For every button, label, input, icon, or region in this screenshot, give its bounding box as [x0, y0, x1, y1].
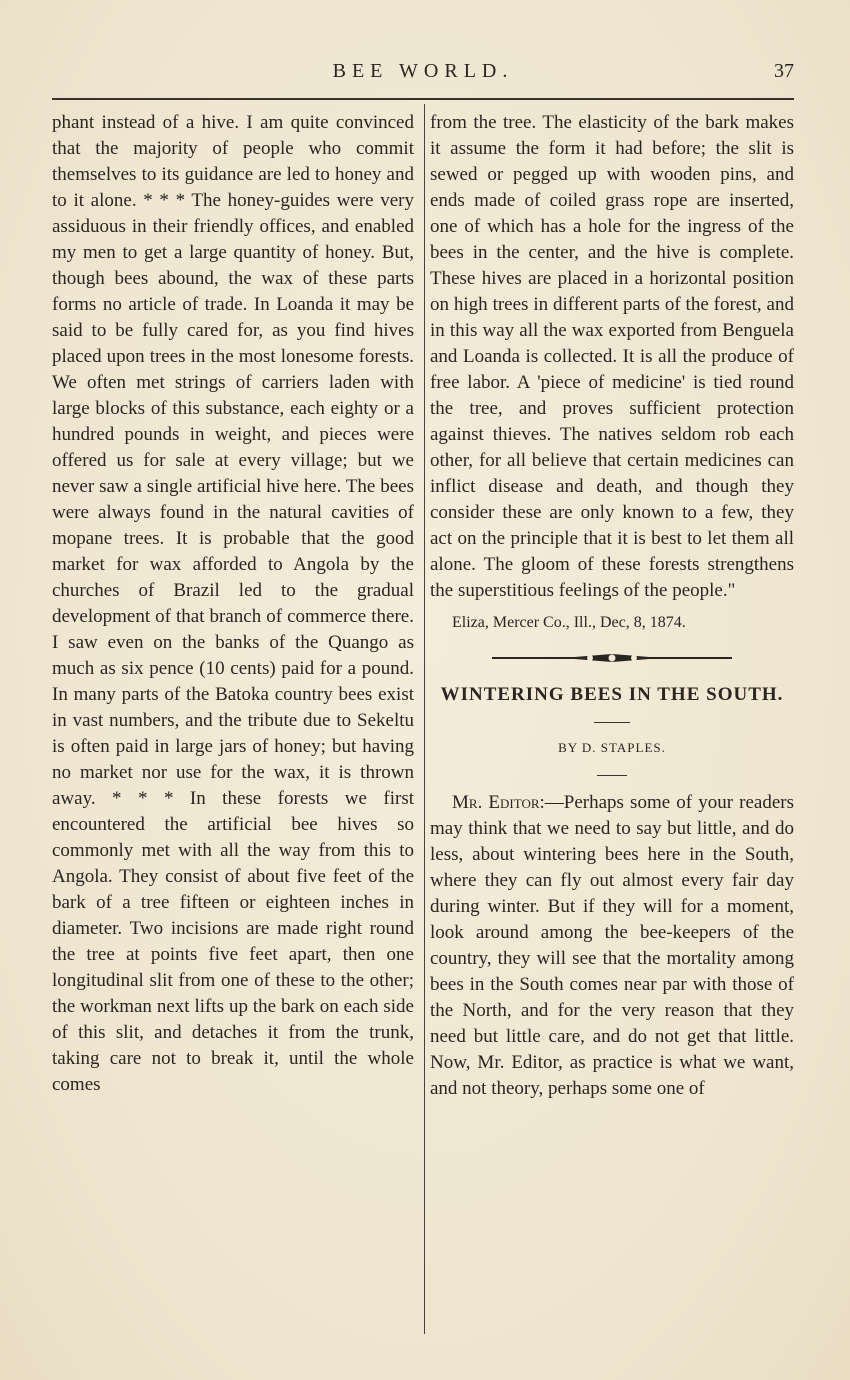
right-column-continuation: from the tree. The elasticity of the bark makes it assume the form it had before; the slit is sewed or pegged up with wooden pins, and ends made of coiled grass rope are inserted, one of which has a hole for the ingress of the bees in the center, and the hive is complete. These hives are placed in a horizontal position on high trees in different parts of the forest, and in this way all the wax exported from Benguela and Loanda is collected. It is all the produce of free labor. A 'piece of medicine' is tied round the tree, and proves sufficient protection against thieves. The natives seldom rob each other, for all believe that certain medicines can inflict disease and death, and though they consider these are only known to a few, they act on the principle that it is best to let them all alone. The gloom of these forests strengthens the superstitious feelings of the people.": [430, 112, 794, 601]
dateline: Eliza, Mercer Co., Ill., Dec, 8, 1874.: [452, 614, 686, 631]
title-rule: [594, 722, 630, 723]
page-header: [52, 60, 794, 88]
section-ornament: [430, 652, 794, 668]
page-number: 37: [774, 60, 794, 82]
article-body: —Perhaps some of your readers may think that we need to say but little, and do less, about wintering bees here in the South, where they can fly out almost every fair day during winter. But if they will for a moment, look around among the bee-keepers of the country, they will see that the mortality among bees in the South comes near par with those of the North, and for the very reason that they need but little care, and do not get that little. Now, Mr. Editor, as practice is what we want, and not theory, perhaps some one of: [430, 792, 794, 1099]
right-column: [430, 110, 794, 1102]
left-column: [52, 110, 414, 1098]
byline-rule: [597, 775, 627, 776]
header-rule: [52, 98, 794, 100]
byline: BY D. STAPLES.: [558, 740, 666, 755]
running-head: BEE WORLD.: [332, 60, 514, 82]
ornament-rule-icon: [492, 652, 732, 664]
left-column-text: phant instead of a hive. I am quite convinced that the majority of people who commit themselves to its guidance are led to honey and to it alone. * * * The honey-guides were very assiduous in their friendly offices, and enabled my men to get a large quantity of honey. But, though bees abound, the wax of these parts forms no article of trade. In Loanda it may be said to be fully cared for, as you find hives placed upon trees in the most lonesome forests. We often met strings of carriers laden with large blocks of this substance, each eighty or a hundred pounds in weight, and pieces were offered us for sale at every village; but we never saw a single artificial hive here. The bees were always found in the natural cavities of mopane trees. It is probable that the good market for wax afforded to Angola by the churches of Brazil led to the gradual development of that branch of commerce there. I saw even on the banks of the Quango as much as six pence (10 cents) paid for a pound. In many parts of the Batoka country bees exist in vast numbers, and the tribute due to Sekeltu is often paid in large jars of honey; but having no market nor use for the wax, it is thrown away. * * * In these forests we first encountered the artificial bee hives so commonly met with all the way from this to Angola. They consist of about five feet of the bark of a tree fifteen or eighteen inches in diameter. Two incisions are made right round the tree at points five feet apart, then one longitudinal slit from one of these to the other; the workman next lifts up the bark on each side of this slit, and detaches it from the trunk, taking care not to break it, until the whole comes: [52, 112, 414, 1095]
article-title: WINTERING BEES IN THE SOUTH.: [440, 684, 784, 705]
article-body-paragraph: [430, 790, 794, 1102]
salutation: Mr. Editor:: [452, 792, 545, 813]
column-divider: [424, 104, 425, 1334]
